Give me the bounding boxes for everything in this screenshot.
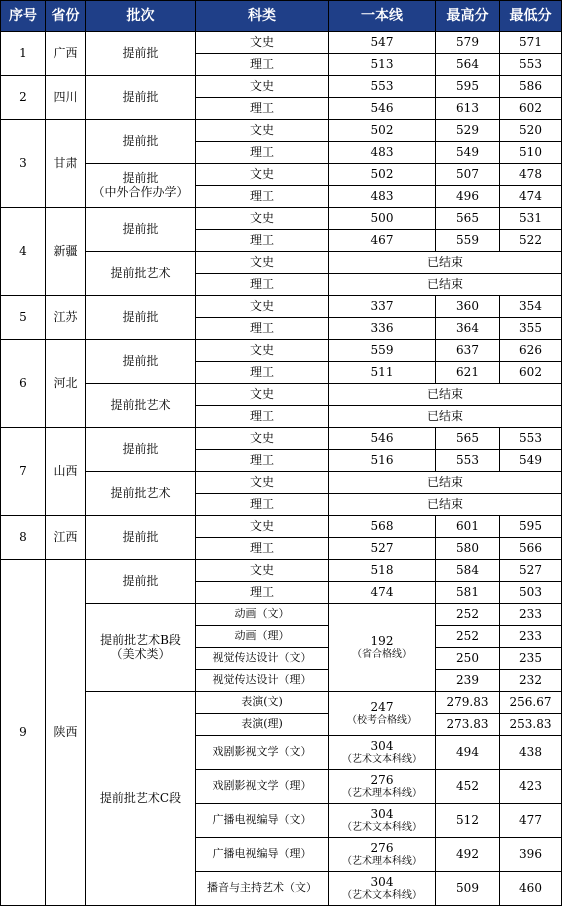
province-cell: 江苏 [46,296,86,340]
max-score-cell: 553 [436,450,500,472]
batch-cell: 提前批艺术 [86,472,196,516]
tier1-line-cell: 553 [329,76,436,98]
min-score-cell: 595 [500,516,562,538]
min-score-cell: 478 [500,164,562,186]
row-index: 9 [1,560,46,906]
min-score-cell: 527 [500,560,562,582]
row-index: 8 [1,516,46,560]
tier1-line-cell: 511 [329,362,436,384]
min-score-cell: 354 [500,296,562,318]
batch-cell [86,604,196,692]
min-score-cell: 571 [500,32,562,54]
category-cell: 文史 [196,120,329,142]
max-score-cell: 250 [436,648,500,670]
min-score-cell: 233 [500,626,562,648]
line-note: （艺术文本科线） [342,821,422,833]
province-cell: 陕西 [46,560,86,906]
header-min-score: 最低分 [500,1,562,32]
ended-cell: 已结束 [329,494,562,516]
tier1-line-cell [329,872,436,906]
table-row [1,32,562,54]
category-cell: 理工 [196,582,329,604]
tier1-line-cell: 547 [329,32,436,54]
batch-cell: 提前批 [86,340,196,384]
max-score-cell: 565 [436,428,500,450]
tier1-line-cell [329,804,436,838]
table-row [1,428,562,450]
line-score: 304 [370,806,394,821]
tier1-line-cell: 518 [329,560,436,582]
max-score-cell: 529 [436,120,500,142]
max-score-cell: 584 [436,560,500,582]
line-score: 192 [370,633,394,648]
min-score-cell: 602 [500,362,562,384]
tier1-line-cell: 336 [329,318,436,340]
min-score-cell: 503 [500,582,562,604]
line-note: （校考合格线） [347,714,417,726]
batch-cell: 提前批 [86,516,196,560]
header-max-score: 最高分 [436,1,500,32]
batch-cell: 提前批 [86,428,196,472]
row-index: 1 [1,32,46,76]
max-score-cell: 565 [436,208,500,230]
line-score: 247 [370,699,394,714]
line-score: 304 [370,874,394,889]
line-score: 304 [370,738,394,753]
max-score-cell: 279.83 [436,692,500,714]
tier1-line-cell: 502 [329,120,436,142]
header-batch: 批次 [86,1,196,32]
min-score-cell: 438 [500,736,562,770]
batch-cell: 提前批艺术 [86,252,196,296]
province-cell: 山西 [46,428,86,516]
min-score-cell: 566 [500,538,562,560]
category-cell: 理工 [196,406,329,428]
min-score-cell: 460 [500,872,562,906]
line-score: 276 [370,772,394,787]
line-note: （艺术文本科线） [342,753,422,765]
batch-note: （美术类） [110,646,171,661]
province-cell: 新疆 [46,208,86,296]
batch-name: 提前批艺术B段 [100,632,181,647]
category-cell: 文史 [196,516,329,538]
tier1-line-cell: 483 [329,186,436,208]
table-row [1,120,562,142]
tier1-line-cell: 474 [329,582,436,604]
line-note: （艺术文本科线） [342,889,422,901]
max-score-cell: 364 [436,318,500,340]
batch-cell: 提前批艺术 [86,384,196,428]
table-row [1,76,562,98]
max-score-cell: 613 [436,98,500,120]
category-cell: 理工 [196,494,329,516]
category-cell: 文史 [196,340,329,362]
table-row [1,516,562,538]
province-cell: 河北 [46,340,86,428]
category-cell: 理工 [196,98,329,120]
tier1-line-cell [329,736,436,770]
header-index: 序号 [1,1,46,32]
max-score-cell: 564 [436,54,500,76]
min-score-cell: 531 [500,208,562,230]
tier1-line-cell: 516 [329,450,436,472]
line-note: （艺术理本科线） [342,787,422,799]
category-cell: 表演(文) [196,692,329,714]
province-cell: 甘肃 [46,120,86,208]
min-score-cell: 233 [500,604,562,626]
table-row [1,208,562,230]
min-score-cell: 510 [500,142,562,164]
batch-note: （中外合作办学） [92,184,189,199]
max-score-cell: 452 [436,770,500,804]
category-cell: 文史 [196,472,329,494]
category-cell: 戏剧影视文学（理） [196,770,329,804]
tier1-line-cell: 546 [329,428,436,450]
row-index: 4 [1,208,46,296]
table-row [1,384,562,406]
line-note: （省合格线） [352,648,412,660]
category-cell: 文史 [196,252,329,274]
header-tier1-line: 一本线 [329,1,436,32]
batch-cell: 提前批 [86,296,196,340]
header-province: 省份 [46,1,86,32]
tier1-line-cell: 467 [329,230,436,252]
category-cell: 表演(理) [196,714,329,736]
min-score-cell: 586 [500,76,562,98]
ended-cell: 已结束 [329,252,562,274]
batch-cell: 提前批 [86,560,196,604]
min-score-cell: 626 [500,340,562,362]
category-cell: 视觉传达设计（文） [196,648,329,670]
max-score-cell: 637 [436,340,500,362]
table-row [1,252,562,274]
min-score-cell: 355 [500,318,562,340]
batch-cell: 提前批艺术C段 [86,692,196,906]
min-score-cell: 602 [500,98,562,120]
row-index: 5 [1,296,46,340]
province-cell: 广西 [46,32,86,76]
line-note: （艺术理本科线） [342,855,422,867]
tier1-line-cell: 568 [329,516,436,538]
min-score-cell: 235 [500,648,562,670]
category-cell: 文史 [196,32,329,54]
row-index: 6 [1,340,46,428]
category-cell: 理工 [196,142,329,164]
category-cell: 文史 [196,296,329,318]
max-score-cell: 579 [436,32,500,54]
max-score-cell: 601 [436,516,500,538]
max-score-cell: 581 [436,582,500,604]
max-score-cell: 507 [436,164,500,186]
batch-name: 提前批 [122,170,159,185]
tier1-line-cell: 527 [329,538,436,560]
batch-cell: 提前批 [86,120,196,164]
min-score-cell: 423 [500,770,562,804]
min-score-cell: 253.83 [500,714,562,736]
category-cell: 理工 [196,54,329,76]
tier1-line-cell: 502 [329,164,436,186]
max-score-cell: 492 [436,838,500,872]
ended-cell: 已结束 [329,384,562,406]
table-row [1,472,562,494]
max-score-cell: 559 [436,230,500,252]
header-row [1,1,562,32]
row-index: 2 [1,76,46,120]
max-score-cell: 252 [436,604,500,626]
min-score-cell: 520 [500,120,562,142]
tier1-line-cell: 500 [329,208,436,230]
tier1-line-cell: 513 [329,54,436,76]
ended-cell: 已结束 [329,274,562,296]
province-cell: 江西 [46,516,86,560]
category-cell: 理工 [196,538,329,560]
batch-cell: 提前批 [86,76,196,120]
max-score-cell: 509 [436,872,500,906]
batch-cell: 提前批 [86,32,196,76]
province-cell: 四川 [46,76,86,120]
category-cell: 戏剧影视文学（文） [196,736,329,770]
min-score-cell: 256.67 [500,692,562,714]
max-score-cell: 252 [436,626,500,648]
batch-cell: 提前批 [86,208,196,252]
category-cell: 动画（文） [196,604,329,626]
batch-cell [86,164,196,208]
tier1-line-cell: 483 [329,142,436,164]
table-row [1,560,562,582]
table-row [1,164,562,186]
min-score-cell: 522 [500,230,562,252]
table-row [1,296,562,318]
min-score-cell: 553 [500,54,562,76]
category-cell: 广播电视编导（理） [196,838,329,872]
min-score-cell: 477 [500,804,562,838]
category-cell: 播音与主持艺术（文） [196,872,329,906]
max-score-cell: 360 [436,296,500,318]
tier1-line-cell [329,770,436,804]
max-score-cell: 496 [436,186,500,208]
tier1-line-cell [329,692,436,736]
category-cell: 理工 [196,318,329,340]
line-score: 276 [370,840,394,855]
max-score-cell: 580 [436,538,500,560]
tier1-line-cell: 337 [329,296,436,318]
category-cell: 理工 [196,450,329,472]
category-cell: 文史 [196,76,329,98]
table-row [1,604,562,626]
ended-cell: 已结束 [329,406,562,428]
min-score-cell: 396 [500,838,562,872]
category-cell: 文史 [196,208,329,230]
table-row [1,692,562,714]
category-cell: 文史 [196,384,329,406]
tier1-line-cell [329,838,436,872]
tier1-line-cell [329,604,436,692]
category-cell: 广播电视编导（文） [196,804,329,838]
category-cell: 理工 [196,274,329,296]
max-score-cell: 595 [436,76,500,98]
max-score-cell: 621 [436,362,500,384]
max-score-cell: 239 [436,670,500,692]
row-index: 7 [1,428,46,516]
category-cell: 动画（理） [196,626,329,648]
category-cell: 理工 [196,186,329,208]
row-index: 3 [1,120,46,208]
tier1-line-cell: 559 [329,340,436,362]
min-score-cell: 553 [500,428,562,450]
category-cell: 理工 [196,230,329,252]
max-score-cell: 549 [436,142,500,164]
category-cell: 文史 [196,164,329,186]
table-row [1,340,562,362]
header-category: 科类 [196,1,329,32]
ended-cell: 已结束 [329,472,562,494]
max-score-cell: 494 [436,736,500,770]
category-cell: 视觉传达设计（理） [196,670,329,692]
min-score-cell: 549 [500,450,562,472]
tier1-line-cell: 546 [329,98,436,120]
category-cell: 文史 [196,428,329,450]
category-cell: 理工 [196,362,329,384]
max-score-cell: 273.83 [436,714,500,736]
min-score-cell: 474 [500,186,562,208]
category-cell: 文史 [196,560,329,582]
min-score-cell: 232 [500,670,562,692]
max-score-cell: 512 [436,804,500,838]
